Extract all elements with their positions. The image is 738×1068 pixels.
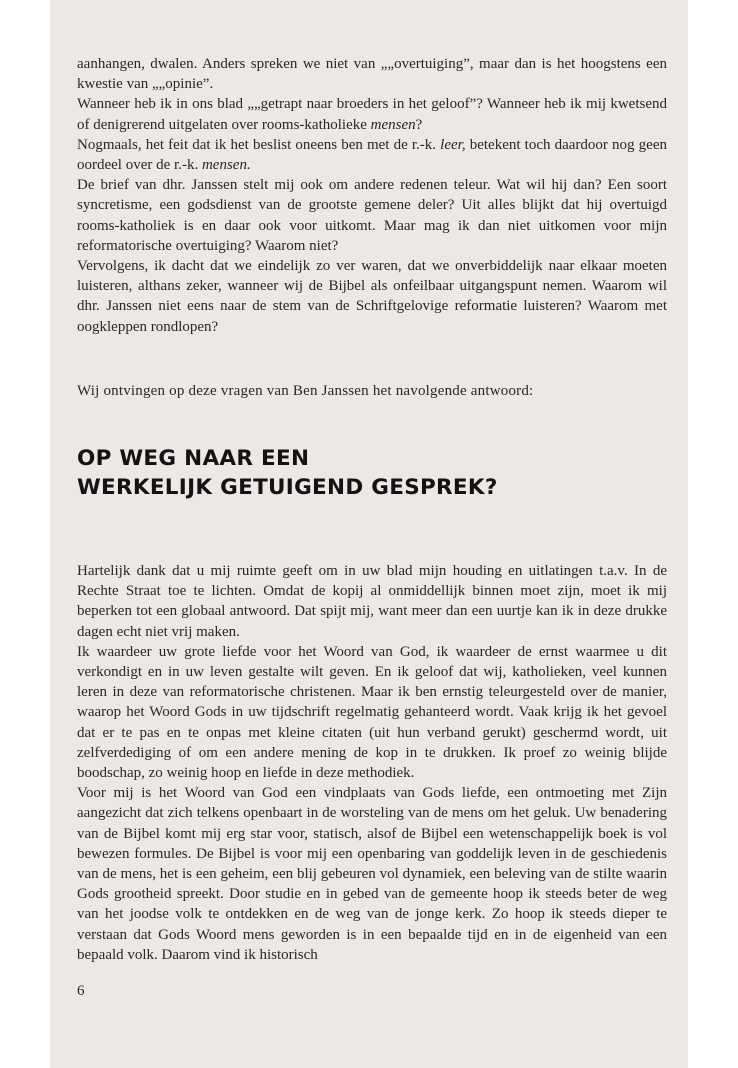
text-span: betekent toch daardoor nog geen oordeel over de r.-k.	[77, 136, 667, 174]
intro-line: Wij ontvingen op deze vragen van Ben Janssen het navolgende antwoord:	[77, 383, 534, 399]
page-number: 6	[77, 983, 85, 999]
emphasis: mensen	[370, 116, 416, 133]
paragraph: Hartelijk dank dat u mij ruimte geeft om in uw blad mijn houding en uitlatingen t.a.v. In de Rechte Straat toe te lichten. Omdat de kopij al onmiddellijk binnen moet zijn, moet ik mij beperken tot een globaal antwoord. Dat spijt mij, want meer dan een uurtje kan ik in deze drukke dagen echt niet vrij maken.	[77, 563, 667, 640]
article-heading	[77, 444, 667, 502]
paragraph	[77, 135, 667, 175]
paragraph: Vervolgens, ik dacht dat we eindelijk zo ver waren, dat we onverbiddelijk naar elkaar moeten luisteren, althans zeker, wanneer wij de Bijbel als onfeilbaar uitgangspunt nemen. Waarom wil dhr. Janssen niet eens naar de stem van de Schriftgelovige reformatie luisteren? Waarom met oogkleppen rondlopen?	[77, 258, 667, 335]
paragraph: Ik waardeer uw grote liefde voor het Woord van God, ik waardeer de ernst waarmee u dit verkondigt en in uw leven gestalte wilt geven. En ik geloof dat wij, katholieken, veel kunnen leren in deze van reformatorische christenen. Maar ik ben ernstig teleurgesteld over de manier, waarop het Woord Gods in uw tijdschrift regelmatig gehanteerd wordt. Vaak krijg ik het gevoel dat er te pas en te onpas met kleine citaten (uit hun verband gerukt) geschermd wordt, uit zelfverdediging of om een andere mening de kop in te drukken. Ik proef zo weinig blijde boodschap, zo weinig hoop en liefde in deze methodiek.	[77, 643, 667, 782]
reply-body	[77, 561, 667, 965]
heading-line: WERKELIJK GETUIGEND GESPREK?	[77, 475, 498, 500]
text-span: Wanneer heb ik in ons blad „„getrapt naar broeders in het geloof”? Wanneer heb ik mij kwetsend of denigrerend uitgelaten over rooms-katholieke	[77, 96, 667, 133]
emphasis: leer,	[440, 136, 466, 153]
text-span: Nogmaals, het feit dat ik het beslist oneens ben met de r.-k.	[77, 136, 441, 153]
paragraph	[77, 94, 667, 134]
text-span: ?	[415, 116, 423, 133]
emphasis: mensen.	[201, 157, 251, 174]
paragraph: aanhangen, dwalen. Anders spreken we niet van „„overtuiging”, maar dan is het hoogstens een kwestie van „„opinie”.	[77, 56, 667, 93]
paragraph: Voor mij is het Woord van God een vindplaats van Gods liefde, een ontmoeting met Zijn aangezicht dat zich telkens openbaart in de worsteling van de mens om het geluk. Uw benadering van de Bijbel komt mij erg star voor, statisch, alsof de Bijbel een wetenschappelijk boek is vol bewezen formules. De Bijbel is voor mij een openbaring van goddelijk leven in de geschiedenis van de mens, het is een geheim, een blij gebeuren vol dynamiek, een beleving van de stilte waarin Gods grootheid spreekt. Door studie en in gebed van de gemeente hoop ik steeds beter de weg van het joodse volk te ontdekken en de weg van de jonge kerk. Zo hoop ik steeds dieper te verstaan dat Gods Woord mens geworden is in een bepaalde tijd en in de eigenheid van een bepaald volk. Daarom vind ik historisch	[77, 785, 667, 963]
paragraph: De brief van dhr. Janssen stelt mij ook om andere redenen teleur. Wat wil hij dan? Een soort syncretisme, een godsdienst van de grootste gemene deler? Uit alles blijkt dat hij overtuigd rooms-katholiek is en daar ook voor uitkomt. Maar mag ik dan niet uitkomen voor mijn reformatorische overtuiging? Waarom niet?	[77, 177, 667, 254]
heading-line: OP WEG NAAR EEN	[77, 446, 310, 471]
letter-continuation	[77, 54, 667, 337]
book-page	[50, 0, 688, 1068]
